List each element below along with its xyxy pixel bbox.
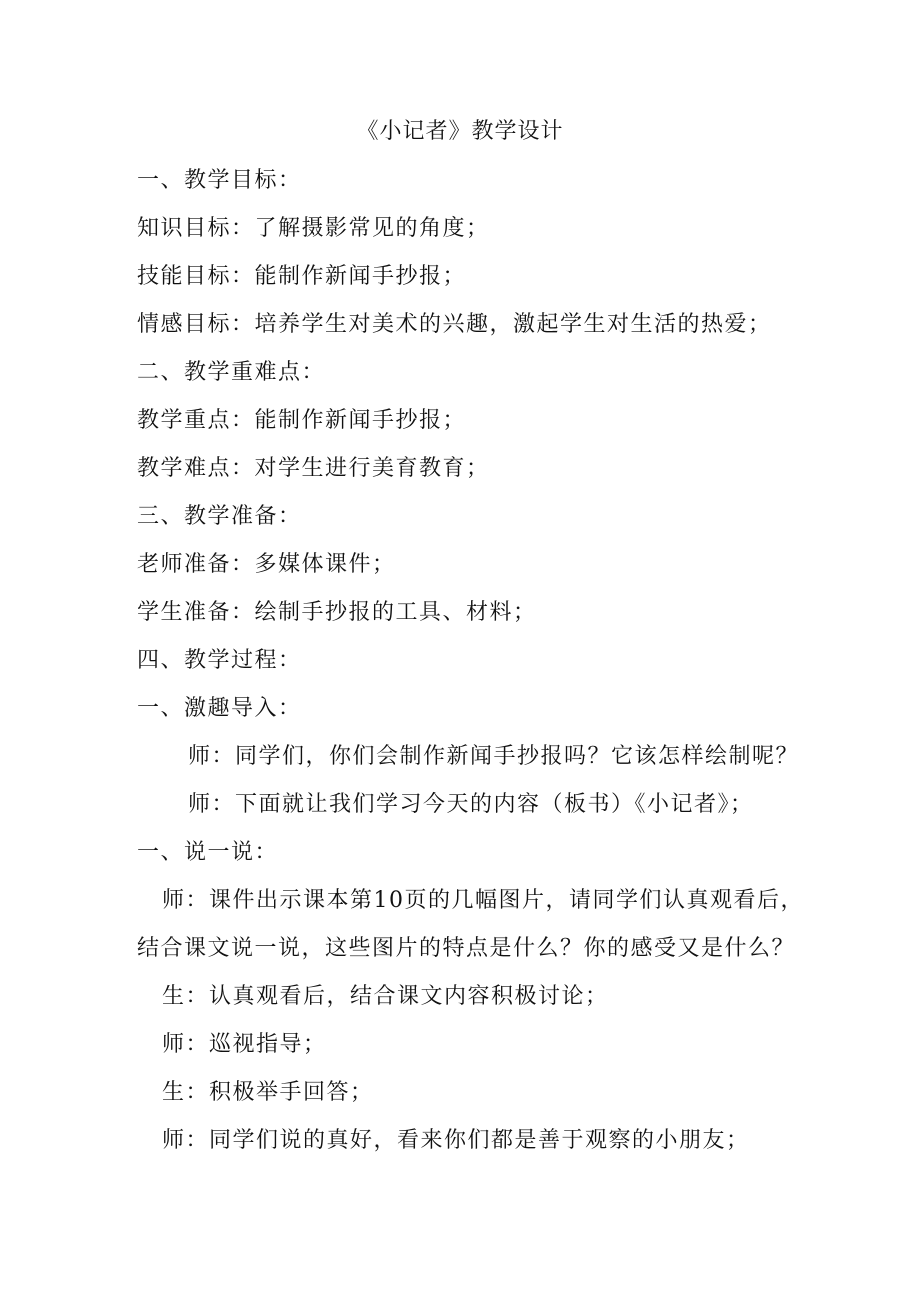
section-heading-objectives: 一、教学目标： bbox=[137, 168, 302, 193]
paragraph-key-point: 教学重点：能制作新闻手抄报； bbox=[137, 408, 467, 433]
subheading-discussion: 一、说一说： bbox=[137, 840, 279, 865]
dialogue-line: 生：认真观看后，结合课文内容积极讨论； bbox=[162, 984, 609, 1009]
dialogue-line: 师：同学们，你们会制作新闻手抄报吗？它该怎样绘制呢？ bbox=[188, 744, 800, 769]
dialogue-line: 师：巡视指导； bbox=[162, 1032, 327, 1057]
section-heading-process: 四、教学过程： bbox=[137, 648, 302, 673]
subheading-introduction: 一、激趣导入： bbox=[137, 696, 302, 721]
dialogue-line: 师：同学们说的真好，看来你们都是善于观察的小朋友； bbox=[162, 1128, 750, 1153]
paragraph-difficult-point: 教学难点：对学生进行美育教育； bbox=[137, 456, 490, 481]
dialogue-line: 师：下面就让我们学习今天的内容（板书）《小记者》； bbox=[188, 792, 754, 817]
paragraph-emotion-objective: 情感目标：培养学生对美术的兴趣，激起学生对生活的热爱； bbox=[137, 312, 772, 337]
paragraph-teacher-preparation: 老师准备：多媒体课件； bbox=[137, 552, 396, 577]
section-heading-key-points: 二、教学重难点： bbox=[137, 360, 326, 385]
document-title: 《小记者》教学设计 bbox=[356, 119, 564, 144]
section-heading-preparation: 三、教学准备： bbox=[137, 504, 302, 529]
paragraph-student-preparation: 学生准备：绘制手抄报的工具、材料； bbox=[137, 600, 537, 625]
dialogue-line-continued: 结合课文说一说，这些图片的特点是什么？你的感受又是什么？ bbox=[137, 936, 796, 961]
paragraph-knowledge-objective: 知识目标：了解摄影常见的角度； bbox=[137, 216, 490, 241]
dialogue-line: 师：课件出示课本第10页的几幅图片，请同学们认真观看后， bbox=[162, 888, 804, 913]
paragraph-skill-objective: 技能目标：能制作新闻手抄报； bbox=[137, 264, 467, 289]
dialogue-line: 生：积极举手回答； bbox=[162, 1080, 374, 1105]
